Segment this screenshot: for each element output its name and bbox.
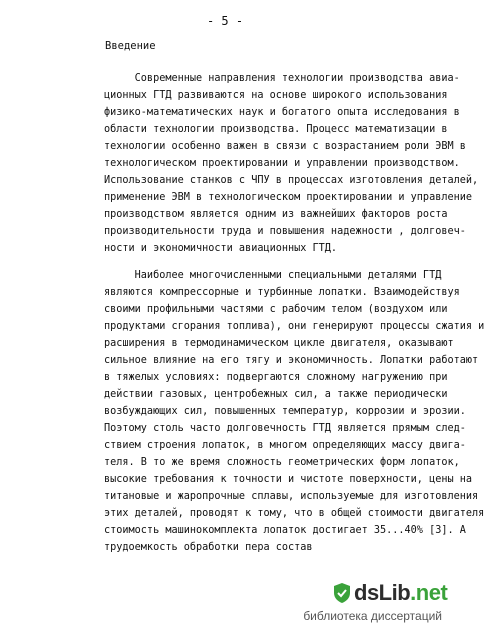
section-heading: Введение — [105, 40, 156, 52]
text-line: этих деталей, проводят к тому, что в общей стоимости двигателя — [104, 508, 484, 519]
text-line: ности и экономичности авиационных ГТД. — [104, 243, 338, 254]
dslib-watermark[interactable] — [292, 576, 450, 626]
text-line: ствием строения лопаток, в многом определяющих массу двига- — [104, 440, 466, 451]
text-line: Наиболее многочисленными специальными деталями ГТД — [104, 270, 442, 281]
text-line: технологии особенно важен в связи с возрастанием роли ЭВМ в — [104, 141, 466, 152]
text-line: высокие требования к точности и чистоте поверхности, цены на — [104, 474, 473, 485]
text-line: Поэтому столь часто долговечность ГТД является прямым след- — [104, 423, 466, 434]
text-line: сильное влияние на его тягу и экономичность. Лопатки работают — [104, 355, 479, 366]
text-line: действии газовых, центробежных сил, а также периодически — [104, 389, 448, 400]
text-line: продуктами сгорания топлива), они генерируют процессы сжатия и — [104, 321, 484, 332]
text-line: ционных ГТД развиваются на основе широкого использования — [104, 90, 448, 101]
text-line: Использование станков с ЧПУ в процессах изготовления деталей, — [104, 175, 479, 186]
paragraph-2 — [104, 267, 484, 556]
text-line: возбуждающих сил, повышенных температур, коррозии и эрозии. — [104, 406, 466, 417]
text-line: в тяжелых условиях: подвергаются сложному нагружению при — [104, 372, 448, 383]
text-line: применение ЭВМ в технологическом проектировании и управление — [104, 192, 473, 203]
text-line: являются компрессорные и турбинные лопатки. Взаимодействуя — [104, 287, 460, 298]
text-line: Современные направления технологии производства авиа- — [104, 73, 460, 84]
text-line: физико-математических наук и богатого опыта исследования в — [104, 107, 460, 118]
text-line: производительности труда и повышения надежности , долговеч- — [104, 226, 466, 237]
text-line: технологическом проектировании и управлении производством. — [104, 158, 460, 169]
dslib-logo — [354, 580, 447, 606]
paragraph-gap — [104, 257, 438, 267]
text-line: производством является одним из важнейших факторов роста — [104, 209, 448, 220]
watermark-caption: библиотека диссертаций — [303, 609, 442, 623]
page-number: - 5 - — [206, 14, 244, 28]
text-line: своими профильными частями с рабочим телом (воздухом или — [104, 304, 448, 315]
text-line: стоимость машинокомплекта лопаток достигает 35...40% [3]. А — [104, 525, 466, 536]
paragraph-1 — [104, 70, 479, 257]
logo-tld: .net — [410, 580, 448, 605]
text-line: области технологии производства. Процесс математизации в — [104, 124, 448, 135]
shield-icon — [332, 582, 352, 604]
text-line: титановые и жаропрочные сплавы, используемые для изготовления — [104, 491, 479, 502]
logo-main: dsLib — [354, 580, 411, 605]
text-line: теля. В то же время сложность геометрических форм лопаток, — [104, 457, 460, 468]
text-line: расширения в термодинамическом цикле двигателя, оказывают — [104, 338, 454, 349]
document-body — [104, 70, 484, 556]
text-line: трудоемкость обработки пера состав — [104, 542, 313, 553]
